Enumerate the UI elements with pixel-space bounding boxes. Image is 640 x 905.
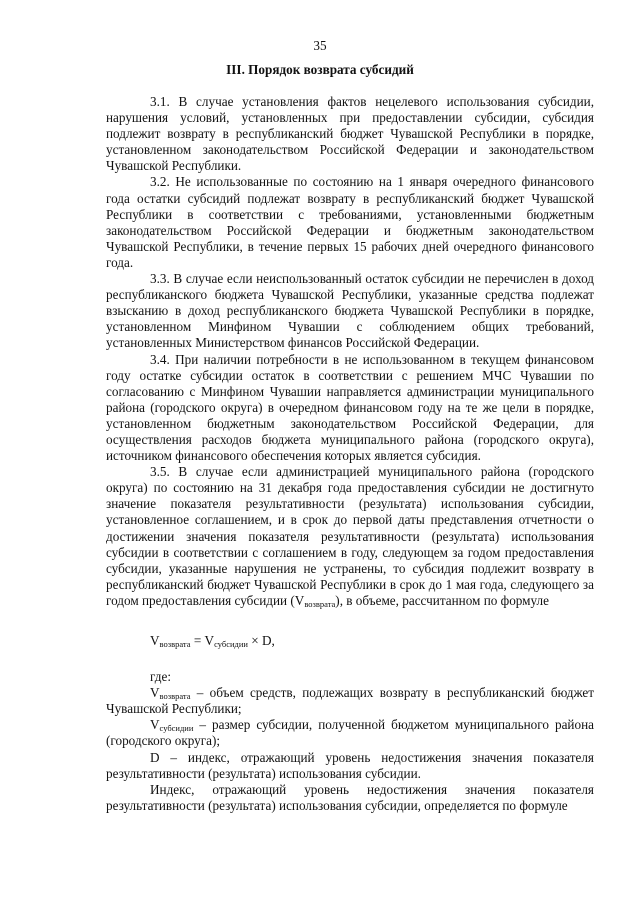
formula-rest: × D, [247, 633, 275, 648]
page-number: 35 [313, 38, 327, 53]
index-definition: Индекс, отражающий уровень недостижения значения показателя результативности (результата) использования субсидии, определяется по формуле [106, 781, 594, 813]
paragraph-3-4: 3.4. При наличии потребности в не использованном в текущем финансовом году остатке субсидии остаток в соответствии с решением МЧС Чувашии по согласованию с Минфином Чувашии направляется администрации муниципального района (городского округа) в очередном финансовом году на те же цели в порядке, установленном бюджетным законодательством Российской Федерации, для осуществления расходов бюджета муниципального района (городского округа), источником финансового обеспечения которых является субсидия. [106, 351, 594, 464]
section-title: III. Порядок возврата субсидий [226, 62, 414, 77]
paragraph-3-2: 3.2. Не использованные по состоянию на 1 января очередного финансового года остатки субсидий подлежат возврату в республиканский бюджет Чувашской Республики в соответствии с требованиями, установленными бюджетным законодательством Российской Федерации и бюджетным законодательством Чувашской Республики, в течение первых 15 рабочих дней очередного финансового года. [106, 174, 594, 270]
paragraph-3-3: 3.3. В случае если неиспользованный остаток субсидии не перечислен в доход республиканского бюджета Чувашской Республики, указанные средства подлежат взысканию в доход республиканского бюджета Чувашской Республики в порядке, установленном Минфином Чувашии с соблюдением общих требований, установленных Министерством финансов Российской Федерации. [106, 271, 594, 351]
formula-eq: = V [190, 633, 215, 648]
def1-v: V [150, 685, 160, 701]
formula-sub-subsidy: субсидии [214, 639, 248, 649]
document-body [106, 94, 594, 814]
paragraph-3-5-tail: ), в объеме, рассчитанном по формуле [335, 592, 549, 608]
def1-text: – объем средств, подлежащих возврату в республиканский бюджет Чувашской Республики; [106, 685, 594, 717]
return-formula [150, 633, 594, 649]
definition-d: D – индекс, отражающий уровень недостижения значения показателя результативности (результата) использования субсидии. [106, 749, 594, 781]
paragraph-3-1: 3.1. В случае установления фактов нецелевого использования субсидии, нарушения условий, установленных при предоставлении субсидии, субсидия подлежит возврату в республиканский бюджет Чувашской Республики в порядке, установленном законодательством Российской Федерации и законодательством Чувашской Республики. [106, 94, 594, 174]
def2-sub: субсидии [159, 723, 194, 734]
definition-v-return [106, 685, 594, 717]
formula-sub-return: возврата [159, 639, 191, 649]
where-label: где: [150, 669, 171, 685]
def2-text: – размер субсидии, полученной бюджетом муниципального района (городского округа); [106, 717, 594, 749]
paragraph-3-5 [106, 464, 594, 609]
def1-sub: возврата [159, 691, 191, 702]
formula-v: V [150, 633, 160, 648]
v-return-subscript: возврата [304, 598, 336, 609]
paragraph-3-5-text: 3.5. В случае если администрацией муниципального района (городского округа) по состоянию на 31 декабря года предоставления субсидии не достигнуто значение показателя результативности (результата) использования субсидии, установленное соглашением, и в срок до первой даты представления отчетности о достижении значения показателя результативности (результата) использования субсидии в соответствии с соглашением в году, следующем за годом предоставления субсидии, указанные нарушения не устранены, то субсидия подлежит возврату в республиканский бюджет Чувашской Республики в срок до 1 мая года, следующего за годом предоставления субсидии (V [106, 464, 594, 608]
def2-v: V [150, 717, 160, 733]
definition-v-subsidy [106, 717, 594, 749]
